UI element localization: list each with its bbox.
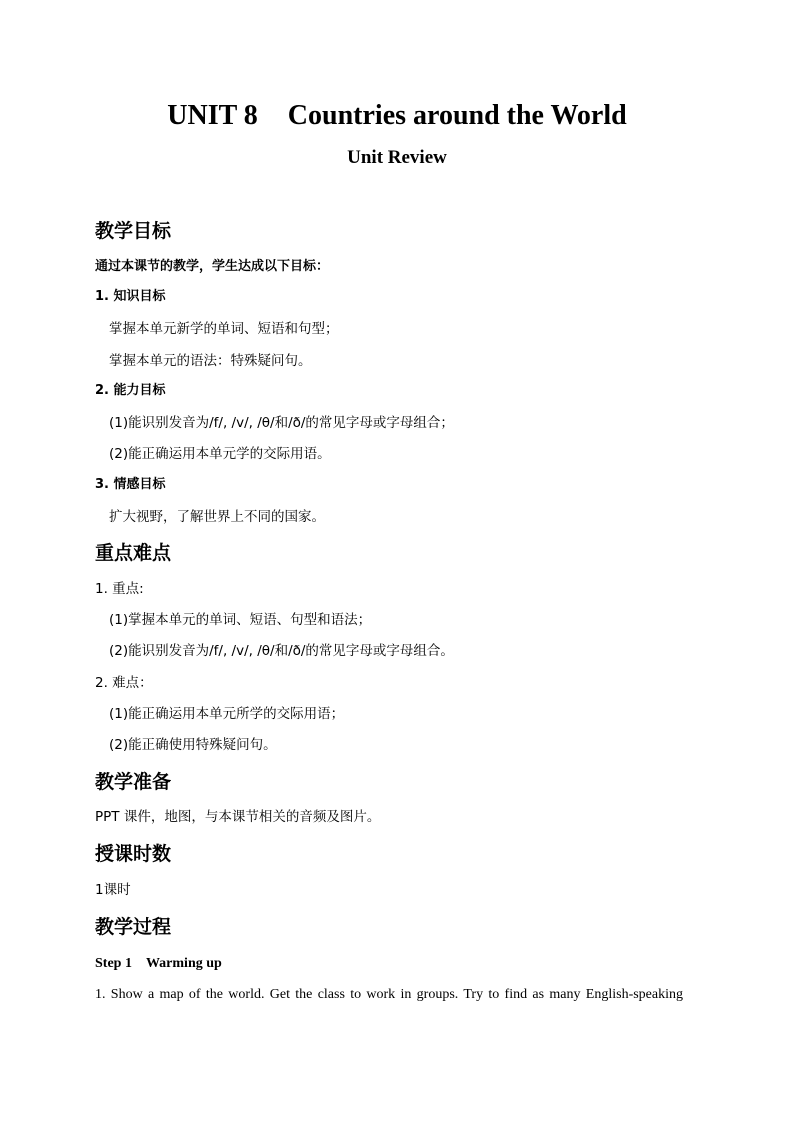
ability-item-2: (2)能正确运用本单元学的交际用语。 [109,446,331,462]
step-name: Warming up [145,956,222,971]
unit-name: Countries around the World [287,100,627,131]
objectives-intro: 通过本课节的教学，学生达成以下目标： [95,259,330,274]
difficulty-heading: 2. 难点： [95,675,153,691]
knowledge-item-1: 掌握本单元新学的单词、短语和句型； [109,321,339,337]
knowledge-heading: 1. 知识目标 [95,289,166,304]
ability-item-1: (1)能识别发音为/f/, /v/, /θ/和/ð/的常见字母或字母组合； [109,415,454,431]
unit-number: UNIT 8 [167,100,258,131]
process-heading: 教学过程 [95,916,172,938]
knowledge-item-2: 掌握本单元的语法：特殊疑问句。 [109,353,312,369]
difficulty-item-2: (2)能正确使用特殊疑问句。 [109,737,277,753]
preparation-heading: 教学准备 [95,771,172,793]
keypoints-heading: 重点难点 [95,542,172,564]
preparation-text: PPT 课件，地图，与本课节相关的音频及图片。 [95,809,381,825]
emotion-heading: 3. 情感目标 [95,477,166,492]
hours-heading: 授课时数 [95,843,172,865]
document-title [0,98,794,134]
step-label: Step 1 [95,956,132,971]
difficulty-item-1: (1)能正确运用本单元所学的交际用语； [109,706,345,722]
focus-heading: 1. 重点: [95,581,144,597]
objectives-heading: 教学目标 [95,220,172,242]
document-subtitle: Unit Review [347,147,447,168]
step-paragraph: 1. Show a map of the world. Get the class to work in groups. Try to find as many English-speaking [95,987,683,1002]
focus-item-1: (1)掌握本单元的单词、短语、句型和语法； [109,612,372,628]
focus-item-2: (2)能识别发音为/f/, /v/, /θ/和/ð/的常见字母或字母组合。 [109,643,454,659]
hours-text: 1课时 [95,882,131,898]
ability-heading: 2. 能力目标 [95,383,166,398]
step-heading [95,955,222,973]
emotion-item-1: 扩大视野，了解世界上不同的国家。 [109,509,325,525]
